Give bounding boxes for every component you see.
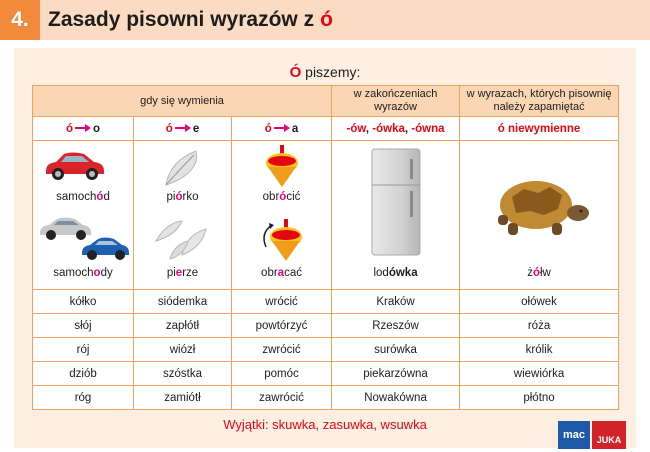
arrow-right-icon [175,124,191,132]
feather-icon [160,147,204,189]
subtitle-letter: Ó [289,64,302,81]
word-cell: Rzeszów [332,314,460,338]
arrow-right-icon [75,124,91,132]
word-cell: rój [33,338,134,362]
exceptions-note: Wyjątki: skuwka, zasuwka, wsuwka [223,417,427,432]
mac-logo: mac [558,421,590,449]
picture-cell-cars [33,141,134,290]
rule-from-letter: ó [65,122,73,135]
subheader-o-o [33,117,134,141]
arrow-right-icon [274,124,290,132]
header [0,0,650,40]
ending-ow: -ów [346,122,366,135]
word-cell: surówka [332,338,460,362]
subheader-endings: -ów, -ówka, -ówna [332,117,460,141]
word-cell: szóstka [134,362,232,386]
word-cell: róża [460,314,619,338]
word-pierze: pierze [166,267,199,279]
picture-cell-fridge [332,141,460,290]
header-memorize: w wyrazach, których pisownię należy zapamiętać [460,86,619,117]
table-row [33,362,619,386]
subtitle-text: piszemy: [305,64,361,80]
blue-car-icon [79,235,131,261]
word-cell: ołówek [460,290,619,314]
rule-from-letter: ó [165,122,173,135]
subtitle [0,64,650,81]
page-title-letter: ó [320,8,333,31]
word-cell: róg [33,386,134,410]
word-cell: kółko [33,290,134,314]
spinning-top-motion-icon [258,217,306,263]
word-cell: Nowakówna [332,386,460,410]
word-cell: zwrócić [232,338,332,362]
page-title [40,0,650,40]
word-cell: słój [33,314,134,338]
word-cell: dziób [33,362,134,386]
ending-owna: -ówna [411,122,445,135]
header-endings: w zakończeniach wyrazów [332,86,460,117]
word-obracac: obracać [261,267,302,279]
word-samochod: samochód [56,191,110,203]
word-cell: wiewiórka [460,362,619,386]
word-cell: wrócić [232,290,332,314]
word-cell: zawrócić [232,386,332,410]
rule-from-letter: ó [264,122,272,135]
word-cell: powtórzyć [232,314,332,338]
word-zolw: żółw [527,267,551,279]
page-title-text: Zasady pisowni wyrazów z [48,8,315,31]
word-samochody: samochody [53,267,113,279]
word-cell: zapłótł [134,314,232,338]
table-row [33,290,619,314]
subheader-o-a [232,117,332,141]
table-row [33,386,619,410]
picture-cell-turtle [460,141,619,290]
fridge-icon [370,147,422,259]
picture-cell-feathers [134,141,232,290]
word-obrocic: obrócić [262,191,301,203]
red-car-icon [42,149,106,181]
memorize-letter: ó [497,122,505,135]
juka-logo: JUKA [592,421,626,449]
subheader-memorize [460,117,619,141]
word-cell: piekarzówna [332,362,460,386]
header-alternation: gdy się wymienia [33,86,332,117]
word-cell: wiózł [134,338,232,362]
subheader-o-e [134,117,232,141]
word-cell: płótno [460,386,619,410]
table-row [33,338,619,362]
table-row [33,314,619,338]
rules-table [32,85,619,410]
word-cell: królik [460,338,619,362]
word-piorko: piórko [166,191,199,203]
table-header-row [33,86,619,117]
picture-row [33,141,619,290]
spinning-top-icon [264,145,300,189]
ending-owka: -ówka [372,122,405,135]
rule-to-letter: a [291,122,299,135]
word-cell: zamiótł [134,386,232,410]
rule-to-letter: o [93,122,101,135]
word-cell: Kraków [332,290,460,314]
table-subheader-row [33,117,619,141]
word-cell: siódemka [134,290,232,314]
rule-to-letter: e [192,122,200,135]
picture-cell-tops [232,141,332,290]
lesson-number: 4. [0,0,40,40]
word-cell: pomóc [232,362,332,386]
word-lodowka: lodówka [373,267,418,279]
memorize-word: niewymienne [508,122,581,135]
feathers-icon [152,215,212,261]
turtle-icon [486,175,590,237]
